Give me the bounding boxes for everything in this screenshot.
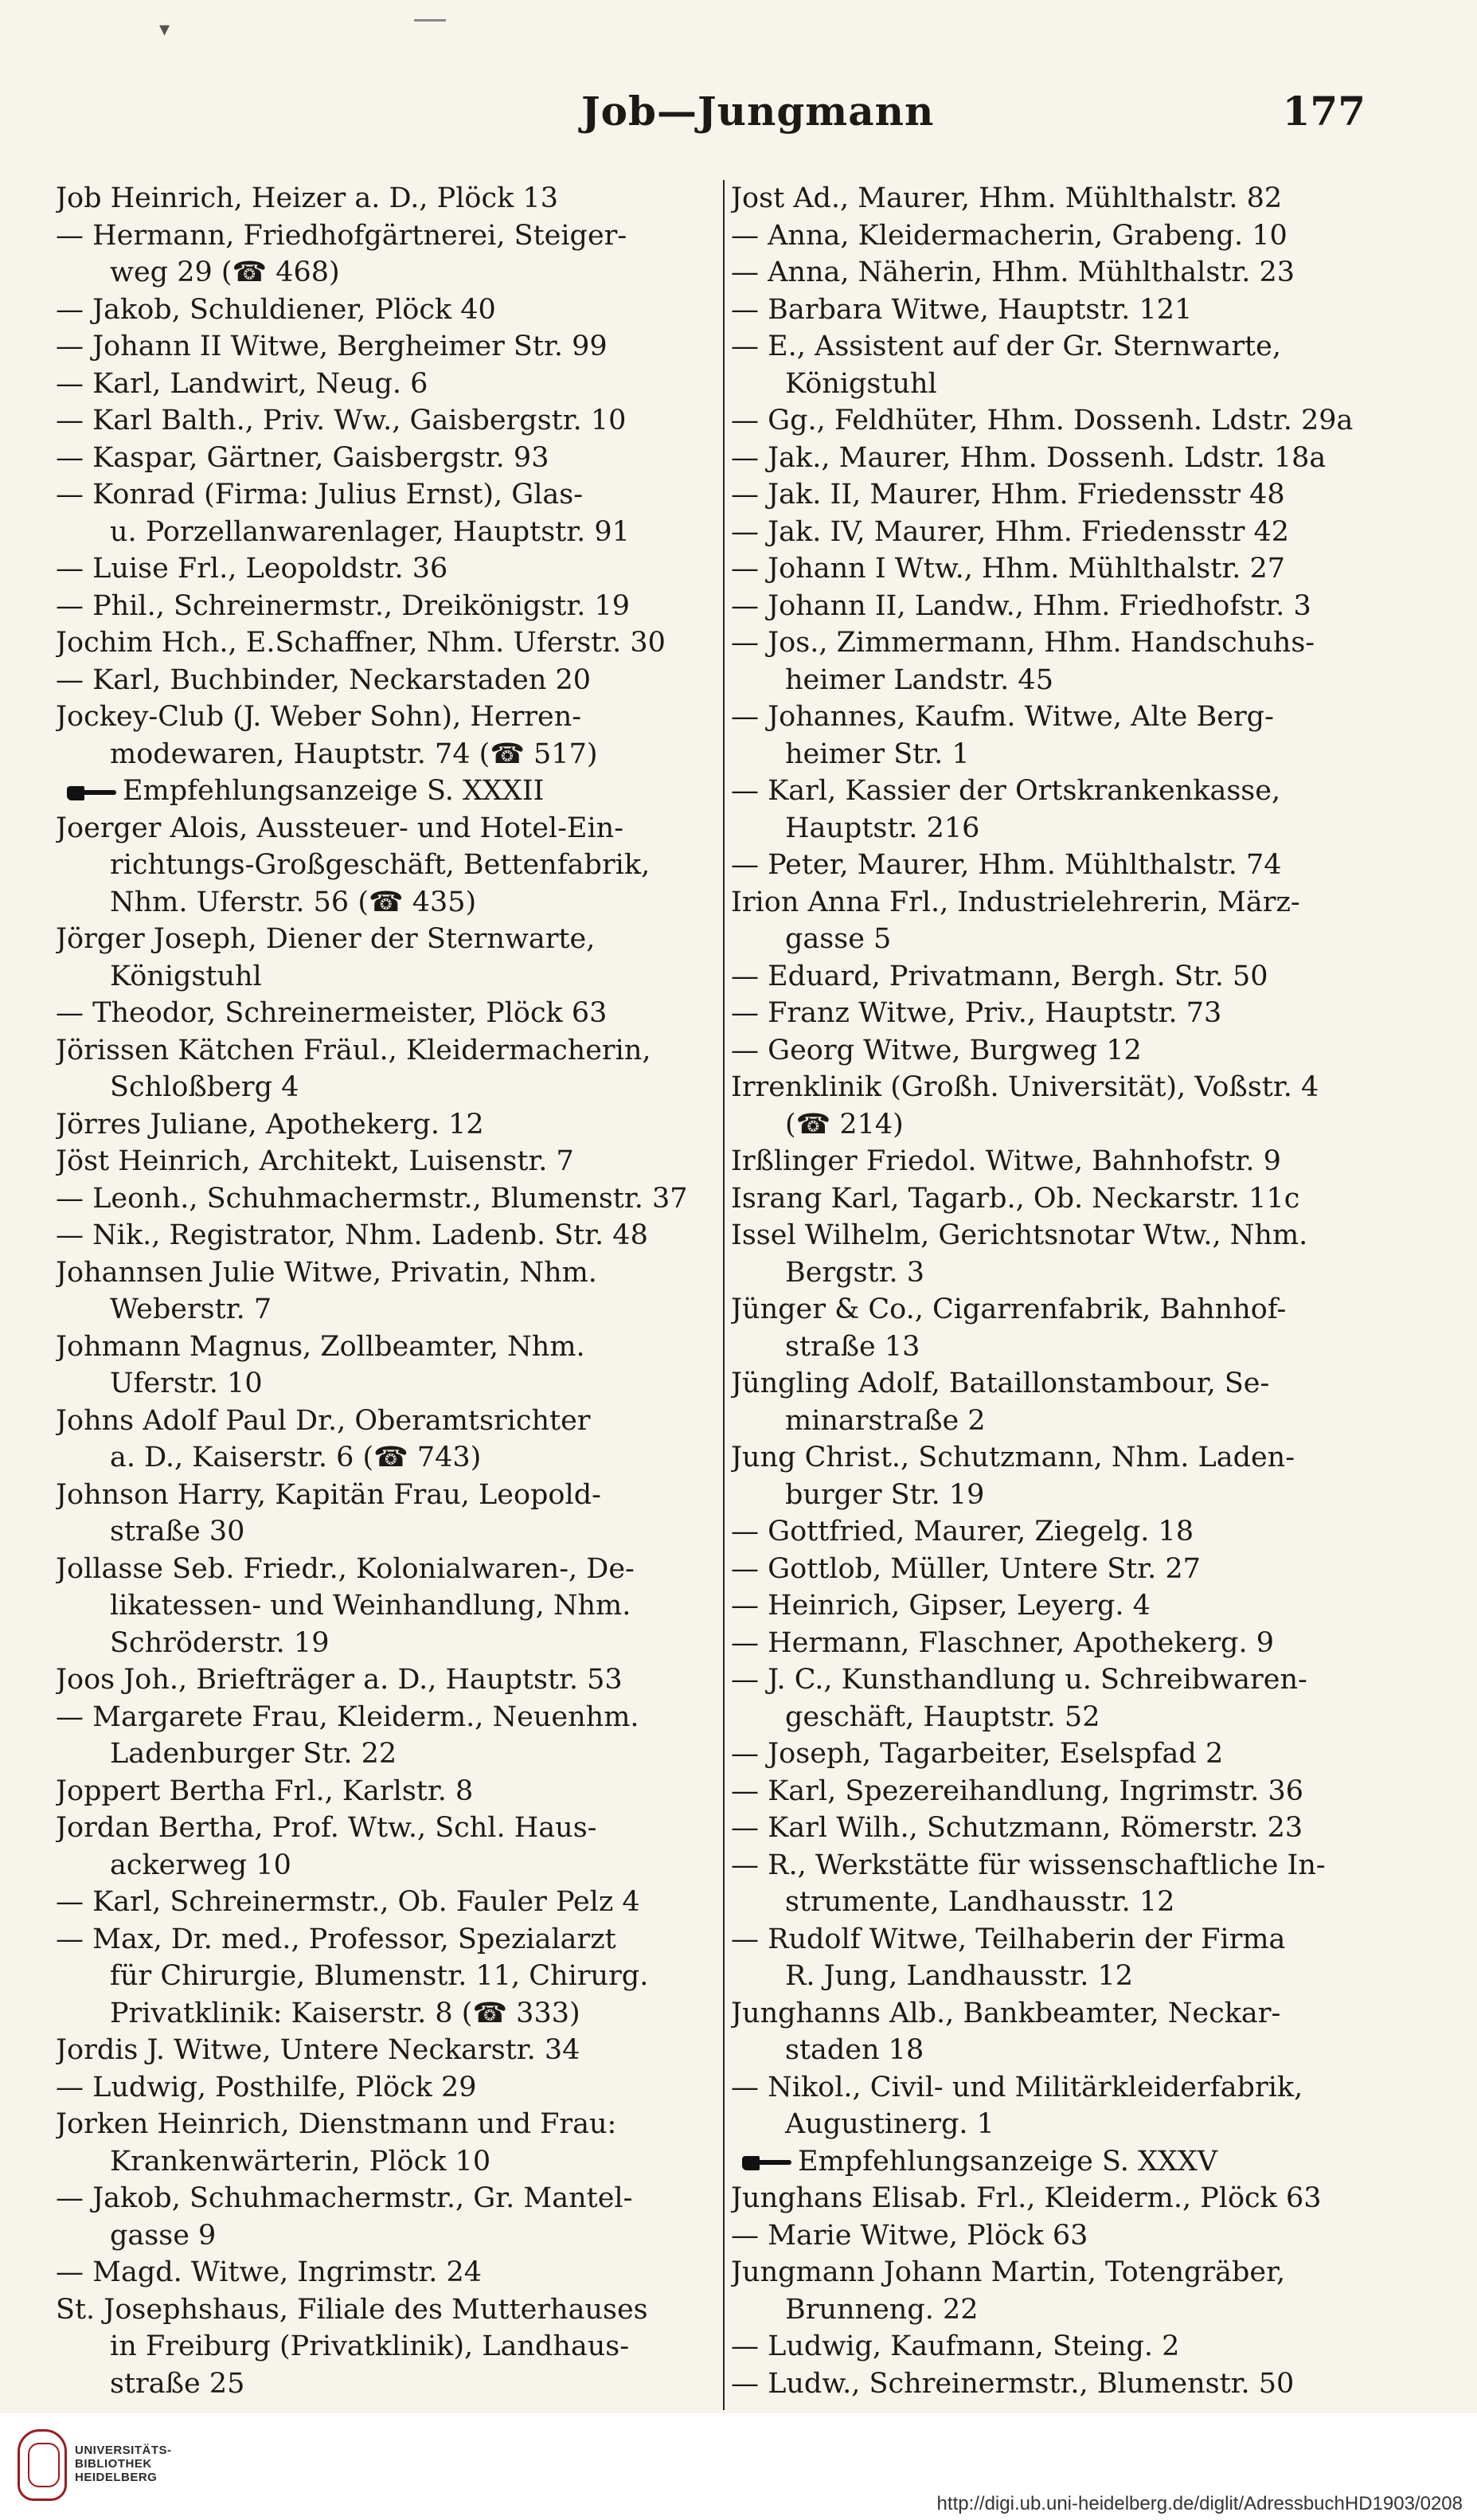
entry-line: Irrenklinik (Großh. Universität), Voßstr. 4 (731, 1071, 1319, 1103)
directory-entry (56, 810, 717, 922)
entry-line: — Karl, Kassier der Ortskrankenkasse, (731, 775, 1281, 807)
entry-line: Uferstr. 10 (110, 1368, 263, 1399)
directory-entry (56, 180, 717, 217)
directory-entry (731, 995, 1398, 1032)
directory-entry (731, 514, 1398, 551)
entry-line: heimer Str. 1 (785, 738, 970, 770)
entry-line: — Kaspar, Gärtner, Gaisbergstr. 93 (56, 441, 549, 474)
entry-line: — Johannes, Kaufm. Witwe, Alte Berg- (731, 701, 1274, 733)
entry-line: Königstuhl (785, 367, 937, 400)
entry-line: — Barbara Witwe, Hauptstr. 121 (731, 293, 1193, 326)
entry-line: — Hermann, Flaschner, Apothekerg. 9 (731, 1626, 1274, 1659)
entry-line: — Ludwig, Kaufmann, Steing. 2 (731, 2330, 1180, 2362)
directory-entry (731, 1847, 1398, 1921)
directory-entry (731, 1995, 1398, 2069)
page-header (0, 88, 1477, 143)
entry-line: — Nikol., Civil- und Militärkleiderfabrik, (731, 2071, 1303, 2103)
entry-line: Irion Anna Frl., Industrielehrerin, März- (731, 886, 1300, 918)
entry-line: — Ludwig, Posthilfe, Plöck 29 (56, 2071, 477, 2103)
entry-line: — Franz Witwe, Priv., Hauptstr. 73 (731, 997, 1222, 1029)
directory-entry (731, 588, 1398, 625)
entry-line: — Johann II Witwe, Bergheimer Str. 99 (56, 331, 608, 362)
entry-line: — Johann I Wtw., Hhm. Mühlthalstr. 27 (731, 553, 1286, 585)
entry-line: Bergstr. 3 (785, 1256, 924, 1289)
directory-entry (731, 1735, 1398, 1773)
entry-line: (☎ 214) (785, 1108, 904, 1141)
directory-entry (56, 1699, 717, 1773)
entry-line: — Karl, Buchbinder, Neckarstaden 20 (56, 663, 592, 696)
directory-entry (56, 2069, 717, 2107)
entry-line: Privatklinik: Kaiserstr. 8 (☎ 333) (110, 1997, 580, 2029)
entry-line: — Max, Dr. med., Professor, Spezialarzt (56, 1923, 616, 1955)
directory-entry (56, 476, 717, 550)
entry-line: Issel Wilhelm, Gerichtsnotar Wtw., Nhm. (731, 1219, 1308, 1251)
entry-line: Empfehlungsanzeige S. XXXII (123, 775, 545, 807)
entry-line: straße 13 (785, 1330, 920, 1363)
library-logo-text: UNIVERSITÄTS- BIBLIOTHEK HEIDELBERG (75, 2444, 172, 2484)
entry-line: — Jak., Maurer, Hhm. Dossenh. Ldstr. 18a (731, 441, 1327, 474)
entry-line: Jüngling Adolf, Bataillonstambour, Se- (731, 1368, 1270, 1399)
entry-line: — Gg., Feldhüter, Hhm. Dossenh. Ldstr. 29a (731, 405, 1354, 436)
entry-line: Johnson Harry, Kapitän Frau, Leopold- (56, 1478, 601, 1511)
directory-entry (56, 1217, 717, 1254)
directory-entry (56, 1254, 717, 1328)
directory-entry (731, 1365, 1398, 1439)
entry-line: in Freiburg (Privatklinik), Landhaus- (110, 2330, 630, 2362)
entry-line: Jünger & Co., Cigarrenfabrik, Bahnhof- (731, 1293, 1287, 1325)
directory-entry (56, 1551, 717, 1662)
directory-entry (56, 588, 717, 625)
entry-line: Johns Adolf Paul Dr., Oberamtsrichter (56, 1404, 591, 1437)
entry-line: — Heinrich, Gipser, Leyerg. 4 (731, 1590, 1151, 1622)
entry-line: Hauptstr. 216 (785, 812, 980, 844)
entry-line: Joos Joh., Briefträger a. D., Hauptstr. 53 (56, 1664, 623, 1696)
directory-entry (731, 1810, 1398, 1847)
entry-line: burger Str. 19 (785, 1478, 985, 1511)
entry-line: staden 18 (785, 2034, 924, 2066)
directory-entry (731, 2069, 1398, 2143)
directory-entry (731, 292, 1398, 329)
directory-entry (56, 2254, 717, 2291)
directory-entry (731, 1661, 1398, 1735)
directory-entry (731, 180, 1398, 217)
entry-line: u. Porzellanwarenlager, Hauptstr. 91 (110, 515, 630, 548)
entry-line: Johannsen Julie Witwe, Privatin, Nhm. (56, 1256, 597, 1289)
directory-entry (56, 662, 717, 699)
directory-entry (56, 1810, 717, 1884)
directory-entry (731, 1439, 1398, 1513)
directory-entry (731, 1217, 1398, 1291)
entry-line: — Rudolf Witwe, Teilhaberin der Firma (731, 1923, 1286, 1955)
entry-line: — R., Werkstätte für wissenschaftliche In- (731, 1849, 1326, 1881)
entry-line: straße 25 (110, 2367, 245, 2400)
directory-entry (56, 1032, 717, 1106)
directory-entry (731, 1032, 1398, 1070)
directory-entry (731, 2254, 1398, 2328)
entry-line: Junghans Elisab. Frl., Kleiderm., Plöck 63 (731, 2182, 1322, 2214)
entry-line: Jorken Heinrich, Dienstmann und Frau: (56, 2108, 617, 2140)
entry-line: Joppert Bertha Frl., Karlstr. 8 (56, 1775, 474, 1807)
directory-entry (731, 328, 1398, 402)
advert-reference (731, 2143, 1398, 2181)
directory-entry (56, 328, 717, 366)
directory-entry (731, 476, 1398, 514)
left-column (56, 180, 717, 2410)
entry-line: — Jak. IV, Maurer, Hhm. Friedensstr 42 (731, 515, 1290, 548)
directory-entry (731, 1625, 1398, 1662)
entry-line: — Karl, Schreinermstr., Ob. Fauler Pelz 4 (56, 1886, 640, 1918)
entry-line: straße 30 (110, 1516, 245, 1548)
right-column (731, 180, 1398, 2410)
directory-entry (56, 1180, 717, 1218)
running-title: Job—Jungmann (581, 88, 935, 135)
entry-line: Empfehlungsanzeige S. XXXV (798, 2145, 1217, 2178)
directory-entry (731, 624, 1398, 698)
entry-line: Jörres Juliane, Apothekerg. 12 (56, 1108, 484, 1141)
entry-line: — Leonh., Schuhmachermstr., Blumenstr. 37 (56, 1182, 688, 1215)
library-logo (18, 2429, 193, 2509)
entry-line: Nhm. Uferstr. 56 (☎ 435) (110, 886, 477, 918)
directory-entry (731, 2328, 1398, 2365)
library-seal-icon (18, 2429, 67, 2501)
directory-entry (56, 995, 717, 1032)
stray-mark: ▾ (159, 18, 170, 41)
directory-entry (56, 1106, 717, 1144)
entry-line: Johmann Magnus, Zollbeamter, Nhm. (56, 1330, 585, 1363)
entry-line: Ladenburger Str. 22 (110, 1738, 397, 1770)
directory-entry (56, 1884, 717, 1921)
entry-line: Junghanns Alb., Bankbeamter, Neckar- (731, 1997, 1281, 2029)
entry-line: Jörger Joseph, Diener der Sternwarte, (56, 923, 596, 955)
entry-line: — Theodor, Schreinermeister, Plöck 63 (56, 997, 608, 1029)
directory-entry (731, 440, 1398, 477)
entry-line: — Karl Balth., Priv. Ww., Gaisbergstr. 10 (56, 405, 627, 436)
directory-entry (731, 1551, 1398, 1588)
entry-line: Israng Karl, Tagarb., Ob. Neckarstr. 11c (731, 1182, 1300, 1215)
directory-entry (56, 1143, 717, 1180)
directory-entry (731, 1143, 1398, 1180)
entry-line: — Anna, Näherin, Hhm. Mühlthalstr. 23 (731, 256, 1295, 288)
entry-line: Jörissen Kätchen Fräul., Kleidermacherin, (56, 1034, 651, 1066)
source-url-link[interactable]: http://digi.ub.uni-heidelberg.de/diglit/AdressbuchHD1903/0208 (936, 2493, 1463, 2514)
entry-line: Job Heinrich, Heizer a. D., Plöck 13 (56, 182, 558, 214)
directory-entry (56, 2032, 717, 2069)
entry-line: Jungmann Johann Martin, Totengräber, (731, 2256, 1286, 2288)
directory-entry (731, 1587, 1398, 1625)
directory-entry (731, 550, 1398, 588)
entry-line: — Gottfried, Maurer, Ziegelg. 18 (731, 1516, 1194, 1548)
directory-entry (731, 2217, 1398, 2255)
entry-line: — Gottlob, Müller, Untere Str. 27 (731, 1552, 1201, 1585)
directory-entry (56, 217, 717, 292)
directory-entry (56, 1477, 717, 1551)
entry-line: — Anna, Kleidermacherin, Grabeng. 10 (731, 219, 1287, 252)
entry-line: — Karl Wilh., Schutzmann, Römerstr. 23 (731, 1812, 1303, 1844)
directory-entry (731, 847, 1398, 884)
entry-line: Jockey-Club (J. Weber Sohn), Herren- (56, 701, 582, 733)
entry-line: modewaren, Hauptstr. 74 (☎ 517) (110, 738, 598, 770)
entry-line: Irßlinger Friedol. Witwe, Bahnhofstr. 9 (731, 1145, 1281, 1177)
entry-line: weg 29 (☎ 468) (110, 256, 340, 288)
directory-entry (56, 2106, 717, 2180)
entry-line: Schröderstr. 19 (110, 1626, 330, 1659)
directory-entry (56, 1661, 717, 1699)
directory-entry (56, 1921, 717, 2033)
directory-entry (731, 2365, 1398, 2403)
entry-line: heimer Landstr. 45 (785, 663, 1053, 696)
entry-line: — Eduard, Privatmann, Bergh. Str. 50 (731, 960, 1268, 992)
directory-entry (731, 1921, 1398, 1995)
entry-line: für Chirurgie, Blumenstr. 11, Chirurg. (110, 1960, 649, 1992)
directory-entry (731, 1069, 1398, 1143)
directory-entry (56, 1328, 717, 1403)
entry-line: — Phil., Schreinermstr., Dreikönigstr. 19 (56, 589, 631, 622)
entry-line: — Peter, Maurer, Hhm. Mühlthalstr. 74 (731, 849, 1282, 881)
entry-line: Weberstr. 7 (110, 1293, 272, 1325)
directory-entry (731, 1291, 1398, 1365)
entry-line: Augustinerg. 1 (785, 2108, 994, 2140)
entry-line: Jordan Bertha, Prof. Wtw., Schl. Haus- (56, 1812, 597, 1844)
directory-entry (731, 254, 1398, 292)
entry-line: likatessen- und Weinhandlung, Nhm. (110, 1590, 631, 1622)
directory-entry (56, 921, 717, 995)
directory-entry (56, 402, 717, 440)
column-divider (723, 180, 725, 2410)
directory-entry (731, 217, 1398, 255)
entry-line: Jost Ad., Maurer, Hhm. Mühlthalstr. 82 (731, 182, 1283, 214)
entry-line: — Karl, Landwirt, Neug. 6 (56, 367, 428, 400)
entry-line: minarstraße 2 (785, 1404, 986, 1437)
directory-entry (731, 698, 1398, 773)
directory-entry (56, 1773, 717, 1810)
directory-entry (56, 2291, 717, 2403)
entry-line: Schloßberg 4 (110, 1071, 299, 1103)
pointing-hand-icon (67, 781, 116, 804)
directory-entry (56, 1403, 717, 1477)
entry-line: ackerweg 10 (110, 1849, 291, 1881)
entry-line: — Magd. Witwe, Ingrimstr. 24 (56, 2256, 483, 2288)
directory-entry (731, 884, 1398, 958)
entry-line: — Jos., Zimmermann, Hhm. Handschuhs- (731, 627, 1315, 659)
entry-line: — Karl, Spezereihandlung, Ingrimstr. 36 (731, 1775, 1304, 1807)
directory-entry (731, 1773, 1398, 1810)
directory-entry (731, 1513, 1398, 1551)
entry-line: richtungs-Großgeschäft, Bettenfabrik, (110, 849, 651, 881)
entry-line: Königstuhl (110, 960, 262, 992)
entry-line: — Johann II, Landw., Hhm. Friedhofstr. 3 (731, 589, 1311, 622)
directory-entry (56, 2180, 717, 2254)
entry-line: Krankenwärterin, Plöck 10 (110, 2145, 491, 2178)
directory-entry (56, 624, 717, 662)
directory-entry (56, 292, 717, 329)
page-number: 177 (1282, 88, 1366, 135)
entry-line: — Marie Witwe, Plöck 63 (731, 2219, 1088, 2252)
entry-line: — Konrad (Firma: Julius Ernst), Glas- (56, 479, 584, 511)
entry-line: Jordis J. Witwe, Untere Neckarstr. 34 (56, 2034, 580, 2066)
entry-line: Joerger Alois, Aussteuer- und Hotel-Ein- (56, 812, 624, 844)
directory-entry (731, 773, 1398, 847)
entry-line: R. Jung, Landhausstr. 12 (785, 1960, 1134, 1992)
entry-line: Jöst Heinrich, Architekt, Luisenstr. 7 (56, 1145, 574, 1177)
entry-line: Brunneng. 22 (785, 2293, 979, 2326)
entry-line: — Georg Witwe, Burgweg 12 (731, 1034, 1142, 1066)
advert-reference (56, 773, 717, 810)
directory-entry (731, 402, 1398, 440)
entry-line: — Jakob, Schuldiener, Plöck 40 (56, 293, 496, 326)
directory-entry (731, 958, 1398, 996)
entry-line: — Ludw., Schreinermstr., Blumenstr. 50 (731, 2367, 1295, 2400)
pointing-hand-icon (742, 2151, 791, 2174)
entry-line: — Jakob, Schuhmachermstr., Gr. Mantel- (56, 2182, 633, 2214)
directory-entry (731, 2180, 1398, 2217)
entry-line: — Joseph, Tagarbeiter, Eselspfad 2 (731, 1738, 1224, 1770)
stray-dash (414, 19, 446, 22)
entry-line: strumente, Landhausstr. 12 (785, 1886, 1175, 1918)
entry-line: Jollasse Seb. Friedr., Kolonialwaren-, De- (56, 1552, 635, 1585)
directory-entry (56, 440, 717, 477)
entry-line: geschäft, Hauptstr. 52 (785, 1700, 1100, 1733)
directory-entry (56, 698, 717, 773)
entry-line: St. Josephshaus, Filiale des Mutterhauses (56, 2293, 648, 2326)
directory-entry (56, 550, 717, 588)
entry-line: Jung Christ., Schutzmann, Nhm. Laden- (731, 1442, 1295, 1473)
directory-entry (56, 366, 717, 403)
entry-line: a. D., Kaiserstr. 6 (☎ 743) (110, 1442, 482, 1473)
directory-entry (731, 1180, 1398, 1218)
entry-line: — Margarete Frau, Kleiderm., Neuenhm. (56, 1700, 639, 1733)
entry-line: gasse 9 (110, 2219, 217, 2252)
entry-line: — Luise Frl., Leopoldstr. 36 (56, 553, 448, 585)
entry-line: — Nik., Registrator, Nhm. Ladenb. Str. 48 (56, 1219, 648, 1251)
entry-line: gasse 5 (785, 923, 892, 955)
entry-line: Jochim Hch., E.Schaffner, Nhm. Uferstr. 30 (56, 627, 666, 659)
entry-line: — Hermann, Friedhofgärtnerei, Steiger- (56, 219, 627, 252)
entry-line: — J. C., Kunsthandlung u. Schreibwaren- (731, 1664, 1307, 1696)
entry-line: — Jak. II, Maurer, Hhm. Friedensstr 48 (731, 479, 1285, 511)
entry-line: — E., Assistent auf der Gr. Sternwarte, (731, 331, 1281, 362)
